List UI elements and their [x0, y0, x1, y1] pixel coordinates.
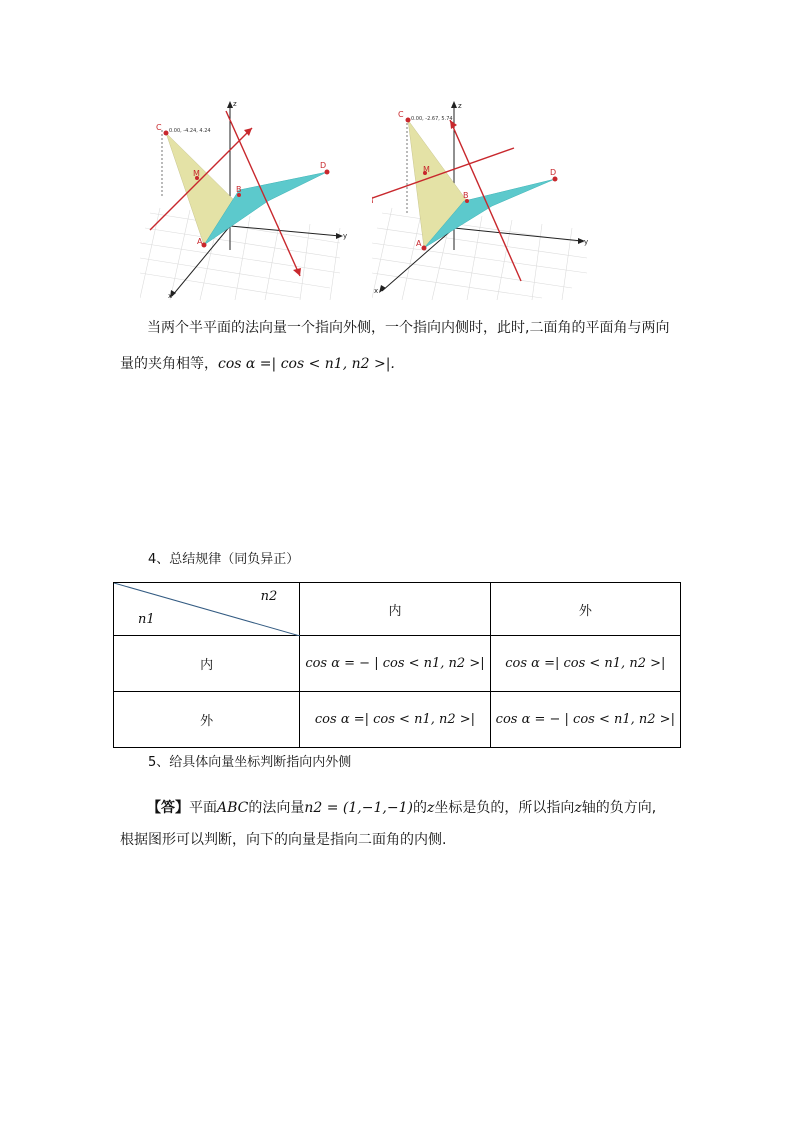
diagonal-header-cell — [114, 583, 300, 636]
dihedral-figure-left — [140, 98, 355, 300]
col-header-outer: 外 — [490, 583, 680, 636]
paragraph-inner-outer — [147, 314, 669, 342]
answer-z1: z — [426, 800, 435, 816]
answer-text-d: 坐标是负的，所以指向 — [434, 800, 575, 816]
answer-line1 — [147, 794, 656, 822]
para1-formula: cos α =| cos < n1, n2 >|. — [218, 356, 395, 372]
point-m-label: M — [193, 169, 200, 178]
col-header-inner: 内 — [300, 583, 490, 636]
summary-table — [113, 582, 681, 748]
paragraph-line2 — [120, 350, 395, 378]
formula-inner-outer: cos α =| cos < n1, n2 >| — [490, 636, 680, 692]
floor-grid — [372, 208, 587, 300]
dihedral-figure-right — [372, 98, 597, 300]
x-axis — [382, 228, 454, 291]
answer-text-c: 的 — [412, 800, 427, 816]
point-d-label: D — [550, 168, 557, 177]
y-axis-label: y — [584, 238, 589, 246]
answer-z2: z — [574, 800, 582, 816]
formula-inner-inner: cos α = − | cos < n1, n2 >| — [300, 636, 490, 692]
point-c-label: C — [156, 123, 162, 132]
x-axis-label: x — [374, 287, 379, 295]
point-d-label: D — [320, 161, 327, 170]
answer-tag: 【答】 — [147, 800, 189, 816]
header-n1: n1 — [138, 612, 155, 627]
row-header-outer: 外 — [114, 692, 300, 748]
row-header-inner: 内 — [114, 636, 300, 692]
formula-outer-inner: cos α =| cos < n1, n2 >| — [300, 692, 490, 748]
point-b-label: B — [463, 191, 469, 200]
formula-outer-outer: cos α = − | cos < n1, n2 >| — [490, 692, 680, 748]
header-n2: n2 — [260, 589, 278, 604]
para1-line1: 当两个半平面的法向量一个指向外侧，一个指向内侧时，此时,二面角的平面角与两向 — [147, 320, 670, 336]
answer-line2: 根据图形可以判断，向下的向量是指向二面角的内侧. — [120, 832, 447, 848]
para1-line2: 量的夹角相等， — [120, 356, 218, 372]
point-m-label: M — [423, 165, 430, 174]
coord-label: 0.00, -2.67, 5.74 — [411, 116, 453, 122]
y-axis — [454, 228, 582, 241]
z-axis-label: z — [233, 100, 237, 108]
point-b-label: B — [236, 185, 242, 194]
coord-label: 0.00, -4.24, 4.24 — [169, 128, 211, 134]
section4-heading: 4、总结规律（同负异正） — [148, 552, 300, 567]
x-axis-label: x — [168, 292, 173, 300]
y-axis-label: y — [343, 232, 348, 240]
answer-text-a: 平面 — [189, 800, 217, 816]
z-axis-label: z — [458, 102, 462, 110]
answer-text-e: 轴的负方向, — [581, 800, 657, 816]
point-a-label: A — [197, 237, 203, 246]
point-c-label: C — [398, 110, 404, 119]
answer-text-b: 的法向量 — [248, 800, 305, 816]
answer-vector: n2 = (1,−1,−1) — [304, 800, 413, 816]
point-a-label: A — [416, 239, 422, 248]
section5-heading: 5、给具体向量坐标判断指向内外侧 — [148, 755, 352, 770]
answer-abc: ABC — [217, 800, 249, 816]
floor-grid — [140, 208, 340, 300]
